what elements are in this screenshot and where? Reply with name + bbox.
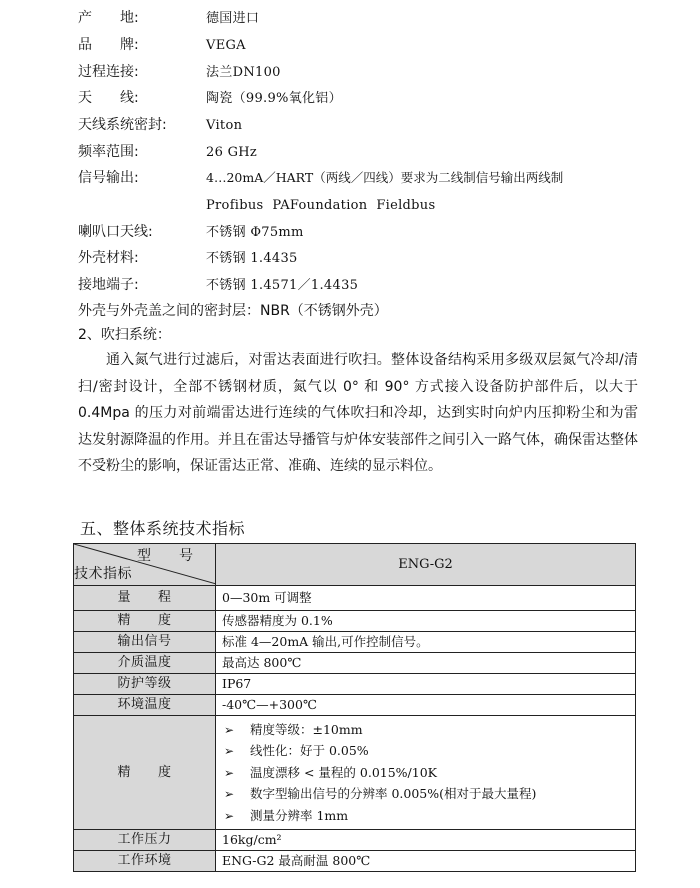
table-row-accuracy bbox=[74, 716, 636, 830]
header-model-label: 型 号 bbox=[137, 548, 193, 564]
spec-value: 陶瓷（99.9%氧化铝） bbox=[206, 91, 342, 106]
arrow-bullet-icon: ➢ bbox=[224, 744, 235, 759]
spec-row-horn bbox=[78, 223, 304, 242]
row-key: 量 程 bbox=[74, 586, 216, 611]
spec-row-frequency bbox=[78, 143, 257, 162]
table-row bbox=[74, 674, 636, 695]
spec-value: 不锈钢 Φ75mm bbox=[206, 225, 304, 240]
accuracy-list bbox=[224, 717, 629, 829]
spec-label: 信号输出: bbox=[78, 170, 139, 186]
row-value: ENG-G2 最高耐温 800℃ bbox=[216, 851, 636, 872]
arrow-bullet-icon: ➢ bbox=[224, 765, 235, 780]
section2-title: 2、吹扫系统： bbox=[78, 327, 171, 343]
table-row bbox=[74, 611, 636, 632]
table-row bbox=[74, 653, 636, 674]
spec-value: 不锈钢 1.4435 bbox=[206, 251, 298, 266]
spec-value: 不锈钢 1.4571／1.4435 bbox=[206, 278, 359, 293]
spec-value: 法兰DN100 bbox=[206, 65, 281, 80]
row-value: -40℃—+300℃ bbox=[216, 695, 636, 716]
row-key: 工作环境 bbox=[74, 851, 216, 872]
spec-value: 4…20mA／HART（两线／四线）要求为二线制信号输出两线制 bbox=[206, 170, 564, 185]
spec-table bbox=[73, 543, 636, 872]
spec-value: VEGA bbox=[206, 38, 246, 53]
spec-label: 外壳材料: bbox=[78, 250, 139, 266]
list-item-text: 线性化：好于 0.05% bbox=[250, 743, 369, 759]
table-row bbox=[74, 830, 636, 851]
table-header-row bbox=[74, 544, 636, 586]
header-spec-label: 技术指标 bbox=[74, 566, 132, 582]
table-row bbox=[74, 695, 636, 716]
row-value: 16kg/cm² bbox=[216, 830, 636, 851]
spec-row-antenna-seal bbox=[78, 116, 242, 135]
spec-label: 产 地: bbox=[78, 10, 139, 26]
table-row bbox=[74, 586, 636, 611]
spec-label: 过程连接: bbox=[78, 64, 139, 80]
list-item bbox=[224, 783, 629, 805]
spec-label: 接地端子: bbox=[78, 277, 139, 293]
spec-row-signal-cont bbox=[78, 196, 435, 215]
row-value: 标准 4—20mA 输出,可作控制信号。 bbox=[216, 632, 636, 653]
spec-row-antenna bbox=[78, 89, 342, 108]
spec-label: 喇叭口天线: bbox=[78, 224, 153, 240]
arrow-bullet-icon: ➢ bbox=[224, 787, 235, 802]
spec-row-origin bbox=[78, 9, 259, 28]
list-item-text: 测量分辨率 1mm bbox=[250, 807, 349, 823]
spec-row-brand bbox=[78, 36, 246, 55]
spec-row-ground bbox=[78, 276, 358, 295]
arrow-bullet-icon: ➢ bbox=[224, 808, 235, 823]
spec-row-housing bbox=[78, 249, 298, 268]
row-key: 防护等级 bbox=[74, 674, 216, 695]
row-value: 传感器精度为 0.1% bbox=[216, 611, 636, 632]
row-key: 工作压力 bbox=[74, 830, 216, 851]
spec-row-connection bbox=[78, 63, 281, 82]
table-row bbox=[74, 851, 636, 872]
spec-value: 德国进口 bbox=[206, 11, 260, 26]
list-item bbox=[224, 719, 629, 741]
list-item-text: 精度等级：±10mm bbox=[250, 721, 363, 737]
spec-label: 品 牌: bbox=[78, 37, 139, 53]
spec-label: 天线系统密封: bbox=[78, 117, 167, 133]
row-key: 环境温度 bbox=[74, 695, 216, 716]
spec-label: 频率范围: bbox=[78, 144, 139, 160]
row-value: IP67 bbox=[216, 674, 636, 695]
purge-paragraph: 通入氮气进行过滤后，对雷达表面进行吹扫。整体设备结构采用多级双层氮气冷却/清扫/密封设计，全部不锈钢材质，氮气以 0° 和 90° 方式接入设备防护部件后，以大于 0.4Mpa 的压力对前端雷达进行连续的气体吹扫和冷却，达到实时向炉内压抑粉尘和为雷达发射源降温的作用。并且在雷达导播管与炉体安装部件之间引入一路气体，确保雷达整体不受粉尘的影响，保证雷达正常、准确、连续的显示料位。 bbox=[78, 352, 638, 475]
diagonal-header-cell bbox=[74, 544, 216, 586]
list-item-text: 温度漂移 < 量程的 0.015%/10K bbox=[250, 764, 438, 780]
spec-row-signal bbox=[78, 169, 563, 187]
seal-line: 外壳与外壳盖之间的密封层：NBR（不锈钢外壳） bbox=[78, 303, 388, 319]
list-item bbox=[224, 762, 629, 784]
arrow-bullet-icon: ➢ bbox=[224, 722, 235, 737]
list-item-text: 数字型输出信号的分辨率 0.005%(相对于最大量程) bbox=[250, 786, 537, 802]
spec-value: 26 GHz bbox=[206, 145, 258, 160]
model-name: ENG-G2 bbox=[216, 544, 636, 586]
list-item bbox=[224, 805, 629, 827]
list-item bbox=[224, 740, 629, 762]
row-key: 精 度 bbox=[74, 716, 216, 830]
row-key: 输出信号 bbox=[74, 632, 216, 653]
spec-value: Profibus PAFoundation Fieldbus bbox=[206, 198, 436, 213]
spec-value: Viton bbox=[206, 118, 243, 133]
row-value: 最高达 800℃ bbox=[216, 653, 636, 674]
row-key: 精 度 bbox=[74, 611, 216, 632]
row-value: 0—30m 可调整 bbox=[216, 586, 636, 611]
section5-heading: 五、整体系统技术指标 bbox=[80, 519, 246, 538]
spec-label: 天 线: bbox=[78, 90, 139, 106]
row-key: 介质温度 bbox=[74, 653, 216, 674]
table-row bbox=[74, 632, 636, 653]
accuracy-list-cell bbox=[216, 716, 636, 830]
